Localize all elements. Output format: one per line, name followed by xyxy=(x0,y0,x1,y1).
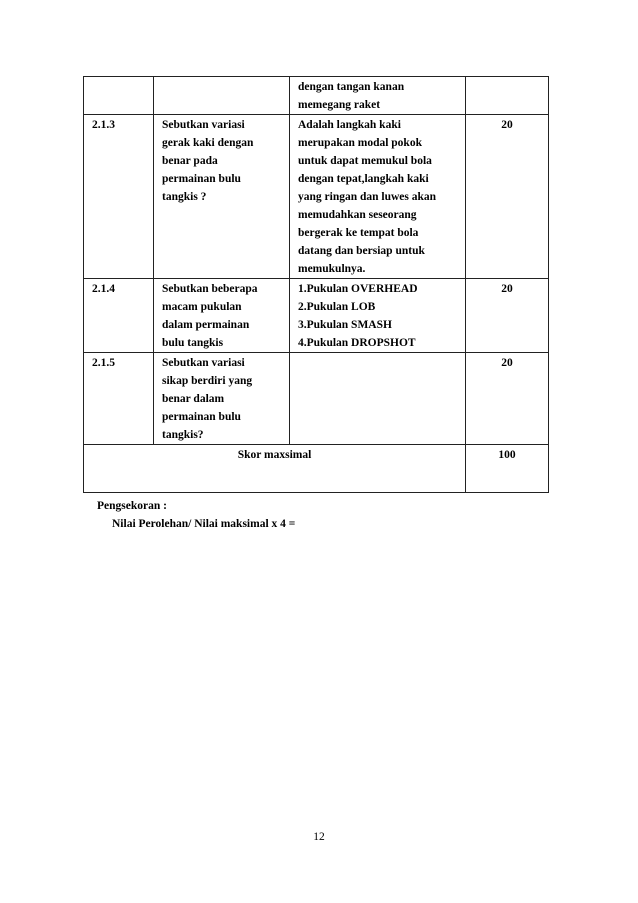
question-line: dalam permainan xyxy=(162,319,250,331)
answer-line: memukulnya. xyxy=(298,263,366,275)
answer-line: 2.Pukulan LOB xyxy=(298,301,376,313)
page-number: 12 xyxy=(313,831,325,843)
answer-line: datang dan bersiap untuk xyxy=(298,245,425,257)
table-row xyxy=(84,115,549,279)
answer-line: memegang raket xyxy=(298,99,381,111)
question-line: Sebutkan variasi xyxy=(162,119,245,131)
question-id-cell: 2.1.4 xyxy=(84,279,154,353)
table-row xyxy=(84,77,549,115)
question-line: benar pada xyxy=(162,155,218,167)
question-cell xyxy=(154,279,290,353)
table-row xyxy=(84,353,549,445)
answer-line: bergerak ke tempat bola xyxy=(298,227,419,239)
question-line: gerak kaki dengan xyxy=(162,137,254,149)
question-line: tangkis ? xyxy=(162,191,207,203)
table-row xyxy=(84,279,549,353)
question-cell xyxy=(154,115,290,279)
question-line: macam pukulan xyxy=(162,301,242,313)
question-cell xyxy=(154,77,290,115)
question-line: sikap berdiri yang xyxy=(162,375,253,387)
answer-line: merupakan modal pokok xyxy=(298,137,422,149)
total-row xyxy=(84,445,549,493)
question-id-cell: 2.1.3 xyxy=(84,115,154,279)
answer-cell xyxy=(290,77,466,115)
question-cell xyxy=(154,353,290,445)
answer-cell xyxy=(290,115,466,279)
scoring-formula: Nilai Perolehan/ Nilai maksimal x 4 = xyxy=(112,518,296,530)
total-label: Skor maxsimal xyxy=(84,445,466,493)
score-cell: 20 xyxy=(466,353,549,445)
score-cell: 20 xyxy=(466,279,549,353)
answer-line: 3.Pukulan SMASH xyxy=(298,319,392,331)
answer-line: memudahkan seseorang xyxy=(298,209,417,221)
question-line: Sebutkan variasi xyxy=(162,357,245,369)
answer-line: untuk dapat memukul bola xyxy=(298,155,432,167)
question-line: Sebutkan beberapa xyxy=(162,283,258,295)
question-id-cell xyxy=(84,77,154,115)
question-id-cell: 2.1.5 xyxy=(84,353,154,445)
total-value: 100 xyxy=(466,445,549,493)
answer-line: dengan tepat,langkah kaki xyxy=(298,173,429,185)
score-cell: 20 xyxy=(466,115,549,279)
answer-line: yang ringan dan luwes akan xyxy=(298,191,437,203)
answer-line: Adalah langkah kaki xyxy=(298,119,401,131)
question-line: permainan bulu xyxy=(162,411,241,423)
rubric-body xyxy=(84,77,549,493)
answer-line: dengan tangan kanan xyxy=(298,81,405,93)
question-line: benar dalam xyxy=(162,393,225,405)
score-cell xyxy=(466,77,549,115)
question-line: tangkis? xyxy=(162,429,204,441)
question-line: bulu tangkis xyxy=(162,337,224,349)
scoring-rubric-table xyxy=(83,76,549,493)
question-line: permainan bulu xyxy=(162,173,241,185)
answer-cell xyxy=(290,279,466,353)
answer-cell xyxy=(290,353,466,445)
answer-line: 4.Pukulan DROPSHOT xyxy=(298,337,416,349)
scoring-heading: Pengsekoran : xyxy=(97,500,167,512)
answer-line: 1.Pukulan OVERHEAD xyxy=(298,283,418,295)
